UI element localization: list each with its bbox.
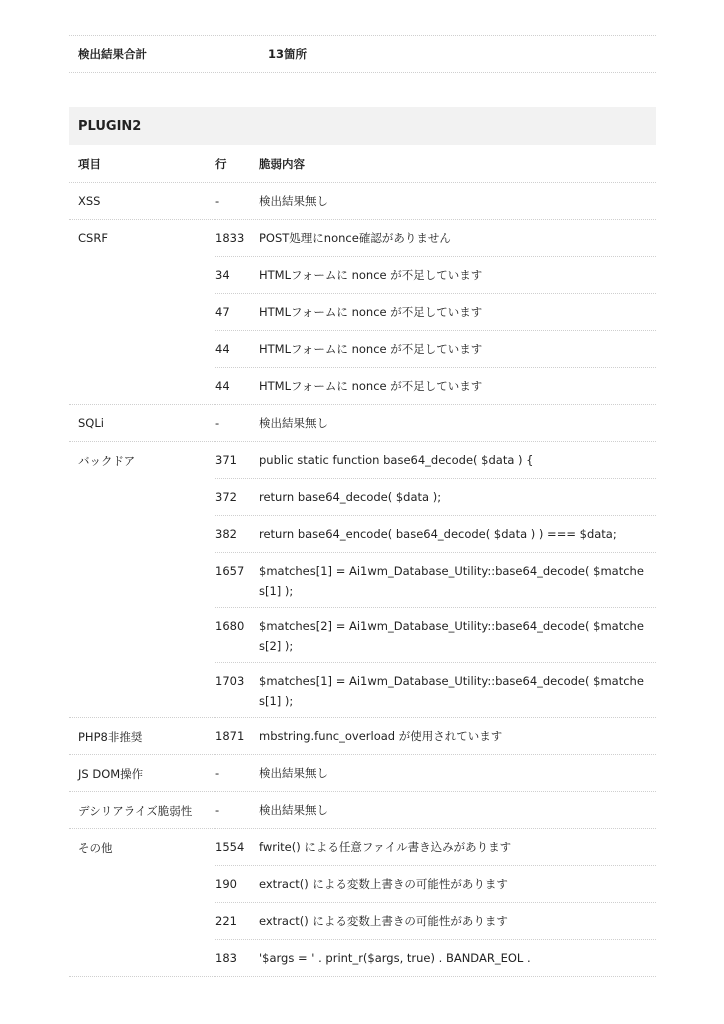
category-cell: PHP8非推奨 xyxy=(69,718,215,755)
content-cell: 検出結果無し xyxy=(259,194,328,208)
content-cell: public static function base64_decode( $data ) { xyxy=(259,453,534,467)
category-cell: CSRF xyxy=(69,220,215,405)
table-group xyxy=(69,792,656,829)
content-cell: fwrite() による任意ファイル書き込みがあります xyxy=(259,840,512,854)
table-row xyxy=(215,368,656,405)
line-cell: 44 xyxy=(215,379,230,393)
category-cell: バックドア xyxy=(69,442,215,718)
content-cell: return base64_decode( $data ); xyxy=(259,490,442,504)
group-rows xyxy=(215,183,656,220)
content-cell: return base64_encode( base64_decode( $data ) ) === $data; xyxy=(259,527,617,541)
group-rows xyxy=(215,405,656,442)
table-row xyxy=(215,718,656,755)
content-cell: 検出結果無し xyxy=(259,766,328,780)
line-cell: 44 xyxy=(215,342,230,356)
group-rows xyxy=(215,442,656,718)
table-row xyxy=(215,553,656,608)
content-cell: extract() による変数上書きの可能性があります xyxy=(259,914,508,928)
line-cell: 1833 xyxy=(215,231,245,245)
table-row xyxy=(215,442,656,479)
table-row xyxy=(215,479,656,516)
group-rows xyxy=(215,718,656,755)
table-group xyxy=(69,405,656,442)
content-cell: mbstring.func_overload が使用されています xyxy=(259,729,503,743)
line-cell: 1871 xyxy=(215,729,245,743)
summary-row xyxy=(69,36,656,72)
table-row xyxy=(215,220,656,257)
content-cell: HTMLフォームに nonce が不足しています xyxy=(259,305,483,319)
table-row xyxy=(215,331,656,368)
line-cell: 1680 xyxy=(215,619,245,633)
category-cell: XSS xyxy=(69,183,215,220)
content-cell: extract() による変数上書きの可能性があります xyxy=(259,877,508,891)
table-row xyxy=(215,608,656,663)
table-row xyxy=(215,183,656,220)
content-cell: '$args = ' . print_r($args, true) . BANDAR_EOL . xyxy=(259,951,531,965)
category-cell: JS DOM操作 xyxy=(69,755,215,792)
table-row xyxy=(215,516,656,553)
content-cell: 検出結果無し xyxy=(259,416,328,430)
group-rows xyxy=(215,792,656,829)
category-cell: デシリアライズ脆弱性 xyxy=(69,792,215,829)
category-cell: SQLi xyxy=(69,405,215,442)
content-cell: $matches[1] = Ai1wm_Database_Utility::base64_decode( $matches[1] ); xyxy=(259,674,644,708)
group-rows xyxy=(215,755,656,792)
content-cell: $matches[1] = Ai1wm_Database_Utility::base64_decode( $matches[1] ); xyxy=(259,564,644,598)
table-row xyxy=(215,405,656,442)
content-cell: HTMLフォームに nonce が不足しています xyxy=(259,268,483,282)
table-row xyxy=(215,940,656,977)
content-cell: HTMLフォームに nonce が不足しています xyxy=(259,342,483,356)
line-cell: 372 xyxy=(215,490,237,504)
line-cell: - xyxy=(215,803,220,817)
line-cell: - xyxy=(215,766,220,780)
summary-table xyxy=(69,35,656,73)
table-row xyxy=(215,663,656,718)
header-content: 脆弱内容 xyxy=(259,156,305,171)
line-cell: 34 xyxy=(215,268,230,282)
line-cell: - xyxy=(215,194,220,208)
table-group xyxy=(69,442,656,718)
table-group xyxy=(69,829,656,977)
line-cell: 1554 xyxy=(215,840,245,854)
line-cell: 183 xyxy=(215,951,237,965)
table-group xyxy=(69,183,656,220)
table-row xyxy=(215,829,656,866)
table-row xyxy=(215,792,656,829)
content-cell: POST処理にnonce確認がありません xyxy=(259,231,451,245)
table-row xyxy=(215,294,656,331)
line-cell: 371 xyxy=(215,453,237,467)
line-cell: 221 xyxy=(215,914,237,928)
summary-label: 検出結果合計 xyxy=(78,47,147,61)
table-row xyxy=(215,866,656,903)
section-title: PLUGIN2 xyxy=(69,107,656,145)
table-group xyxy=(69,220,656,405)
table-group xyxy=(69,755,656,792)
table-group xyxy=(69,718,656,755)
line-cell: 47 xyxy=(215,305,230,319)
group-rows xyxy=(215,829,656,977)
content-cell: HTMLフォームに nonce が不足しています xyxy=(259,379,483,393)
header-line: 行 xyxy=(215,156,227,171)
table-row xyxy=(215,755,656,792)
group-rows xyxy=(215,220,656,405)
line-cell: 190 xyxy=(215,877,237,891)
content-cell: 検出結果無し xyxy=(259,803,328,817)
content-cell: $matches[2] = Ai1wm_Database_Utility::base64_decode( $matches[2] ); xyxy=(259,619,644,653)
summary-value: 13箇所 xyxy=(268,47,308,61)
category-cell: その他 xyxy=(69,829,215,977)
vulnerability-table xyxy=(69,145,656,977)
line-cell: 1703 xyxy=(215,674,245,688)
table-header xyxy=(69,145,656,183)
table-row xyxy=(215,257,656,294)
line-cell: 1657 xyxy=(215,564,245,578)
line-cell: - xyxy=(215,416,220,430)
header-item: 項目 xyxy=(78,156,101,171)
line-cell: 382 xyxy=(215,527,237,541)
table-row xyxy=(215,903,656,940)
